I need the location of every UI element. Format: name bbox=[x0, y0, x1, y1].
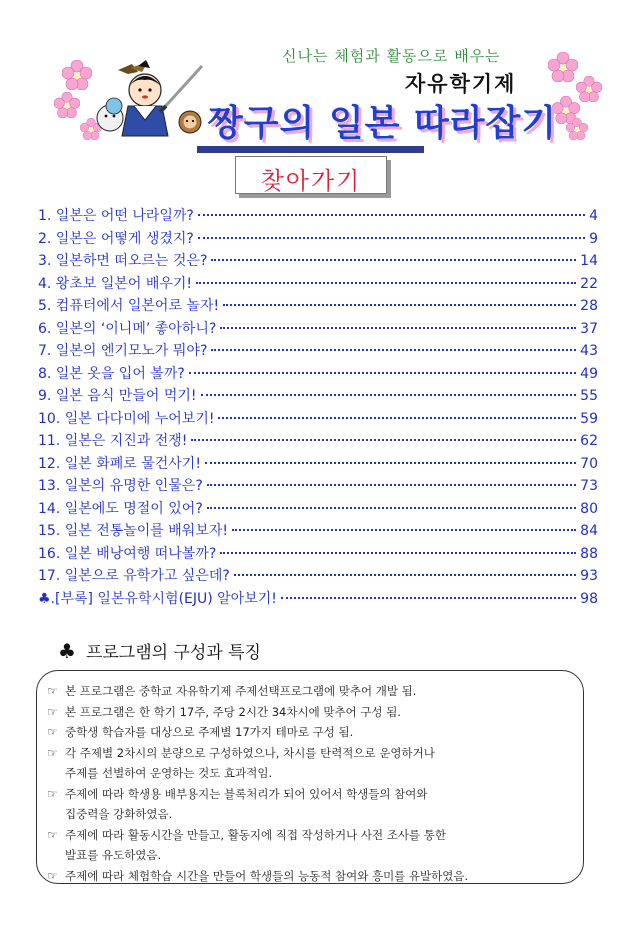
feature-text-continued: 집중력을 강화하였음. bbox=[65, 807, 173, 821]
feature-item bbox=[47, 681, 573, 702]
feature-text: 주제에 따라 학생용 배부용지는 블록처리가 되어 있어서 학생들의 참여와 bbox=[65, 786, 428, 801]
toc-entry-label: 12. 일본 화폐로 물건사기! bbox=[38, 455, 201, 472]
toc-entry[interactable] bbox=[38, 385, 598, 408]
toc-title: 찾아가기 bbox=[260, 167, 362, 195]
toc-entry-label: 9. 일본 음식 만들어 먹기! bbox=[38, 388, 197, 404]
feature-text-continued: 발표를 유도하였음. bbox=[65, 848, 162, 862]
toc-entry-page: 43 bbox=[580, 343, 598, 359]
dot-leader bbox=[234, 574, 576, 576]
toc-entry-label: 1. 일본은 어떤 나라일까? bbox=[38, 208, 194, 224]
feature-text: 각 주제별 2차시의 분량으로 구성하였으나, 차시를 탄력적으로 운영하거나 bbox=[65, 745, 435, 760]
pointing-hand-icon: ☞ bbox=[47, 868, 58, 883]
toc-entry-label: 10. 일본 다다미에 누어보기! bbox=[38, 410, 215, 427]
toc-entry-label: 13. 일본의 유명한 인물은? bbox=[38, 478, 203, 494]
dot-leader bbox=[189, 372, 576, 374]
toc-entry-label: 3. 일본하면 떠오르는 것은? bbox=[38, 253, 208, 269]
cherry-blossom-icon bbox=[54, 92, 80, 118]
cherry-blossom-icon bbox=[566, 118, 588, 140]
table-of-contents bbox=[38, 205, 598, 610]
toc-title-box bbox=[235, 156, 387, 194]
feature-text: 본 프로그램은 중학교 자유학기제 주제선택프로그램에 맞추어 개발 됨. bbox=[65, 684, 417, 698]
toc-entry-label: 11. 일본은 지진과 전쟁! bbox=[38, 433, 188, 449]
toc-entry-page: 22 bbox=[580, 275, 598, 292]
dot-leader bbox=[281, 597, 576, 599]
toc-entry[interactable] bbox=[38, 498, 598, 521]
toc-entry-page: 80 bbox=[580, 500, 598, 517]
toc-entry-label: 17. 일본으로 유학가고 싶은데? bbox=[38, 568, 230, 584]
toc-entry-page: 37 bbox=[580, 320, 598, 337]
toc-entry-page: 70 bbox=[580, 455, 598, 472]
toc-entry[interactable] bbox=[38, 228, 598, 251]
toc-entry-page: 49 bbox=[580, 365, 598, 382]
toc-entry[interactable] bbox=[38, 205, 598, 228]
toc-entry[interactable] bbox=[38, 363, 598, 386]
dot-leader bbox=[218, 417, 576, 419]
toc-entry-label: 8. 일본 옷을 입어 볼까? bbox=[38, 365, 185, 382]
dot-leader bbox=[220, 552, 576, 554]
dot-leader bbox=[223, 304, 576, 306]
features-box bbox=[36, 670, 584, 884]
toc-entry[interactable] bbox=[38, 430, 598, 453]
dot-leader bbox=[232, 529, 576, 531]
dot-leader bbox=[198, 214, 585, 216]
toc-entry[interactable] bbox=[38, 340, 598, 363]
feature-item bbox=[47, 743, 573, 764]
subtitle: 신나는 체험과 활동으로 배우는 bbox=[282, 47, 501, 65]
feature-item bbox=[47, 825, 573, 846]
dot-leader bbox=[198, 237, 585, 239]
feature-item bbox=[47, 784, 573, 805]
toc-entry-page: 9 bbox=[589, 230, 598, 247]
toc-entry[interactable] bbox=[38, 318, 598, 341]
toc-entry[interactable] bbox=[38, 273, 598, 296]
club-icon: ♣ bbox=[58, 638, 76, 663]
pointing-hand-icon: ☞ bbox=[47, 786, 58, 801]
toc-entry-page: 4 bbox=[589, 208, 598, 224]
toc-entry[interactable] bbox=[38, 520, 598, 543]
toc-entry-label: 7. 일본의 엔기모노가 뭐야? bbox=[38, 343, 208, 359]
feature-text: 본 프로그램은 한 학기 17주, 주당 2시간 34차시에 맞추어 구성 됨. bbox=[65, 704, 401, 719]
series-label: 자유학기제 bbox=[405, 72, 517, 96]
toc-entry-label: 14. 일본에도 명절이 있어? bbox=[38, 500, 203, 517]
pointing-hand-icon: ☞ bbox=[47, 745, 58, 760]
dot-leader bbox=[211, 259, 576, 261]
toc-entry-label: 2. 일본은 어떻게 생겼지? bbox=[38, 230, 194, 247]
toc-entry[interactable] bbox=[38, 295, 598, 318]
feature-text: 중학생 학습자를 대상으로 주제별 17가지 테마로 구성 됨. bbox=[65, 725, 354, 739]
toc-entry[interactable] bbox=[38, 543, 598, 566]
feature-item bbox=[47, 722, 573, 743]
toc-entry-label: 16. 일본 배낭여행 떠나볼까? bbox=[38, 545, 217, 562]
title-underline bbox=[197, 146, 424, 153]
dot-leader bbox=[207, 484, 576, 486]
cherry-blossom-icon bbox=[548, 52, 578, 82]
toc-entry-label: 6. 일본의 ‘이니메’ 좋아하니? bbox=[38, 320, 217, 337]
dot-leader bbox=[196, 282, 576, 284]
dot-leader bbox=[211, 349, 576, 351]
dot-leader bbox=[205, 462, 576, 464]
toc-entry-page: 28 bbox=[580, 298, 598, 314]
feature-text: 주제에 따라 체험학습 시간을 만들어 학생들의 능동적 참여와 흥미를 유발하였음. bbox=[65, 868, 469, 883]
pointing-hand-icon: ☞ bbox=[47, 725, 58, 739]
toc-entry-label: 4. 왕초보 일본어 배우기! bbox=[38, 275, 193, 292]
pointing-hand-icon: ☞ bbox=[47, 704, 58, 719]
features-heading-text: 프로그램의 구성과 특징 bbox=[85, 643, 261, 663]
toc-entry-page: 93 bbox=[580, 568, 598, 584]
main-title: 짱구의 일본 따라잡기 bbox=[208, 103, 558, 144]
header bbox=[0, 0, 640, 200]
toc-entry[interactable] bbox=[38, 475, 598, 498]
feature-item bbox=[47, 702, 573, 723]
toc-entry[interactable] bbox=[38, 250, 598, 273]
toc-entry-page: 55 bbox=[580, 388, 598, 404]
feature-text-continued: 주제를 선별하여 운영하는 것도 효과적임. bbox=[65, 766, 273, 780]
feature-item bbox=[47, 866, 573, 887]
toc-entry[interactable] bbox=[38, 408, 598, 431]
toc-entry-page: 14 bbox=[580, 253, 598, 269]
toc-entry-page: 84 bbox=[580, 523, 598, 539]
toc-entry[interactable] bbox=[38, 565, 598, 588]
feature-text: 주제에 따라 활동시간을 만들고, 활동지에 직접 작성하거나 사전 조사를 통한 bbox=[65, 827, 446, 842]
toc-entry-page: 59 bbox=[580, 410, 598, 427]
pointing-hand-icon: ☞ bbox=[47, 684, 58, 698]
toc-entry-label: ♣.[부록] 일본유학시험(EJU) 알아보기! bbox=[38, 590, 277, 607]
toc-entry-page: 98 bbox=[580, 590, 598, 607]
dot-leader bbox=[201, 394, 577, 396]
mascot-illustration bbox=[90, 60, 215, 140]
features-heading bbox=[58, 638, 261, 663]
dot-leader bbox=[220, 327, 576, 329]
toc-entry-page: 88 bbox=[580, 545, 598, 562]
dot-leader bbox=[207, 507, 576, 509]
dot-leader bbox=[191, 439, 576, 441]
toc-entry-page: 73 bbox=[580, 478, 598, 494]
toc-entry-label: 5. 컴퓨터에서 일본어로 놀자! bbox=[38, 298, 220, 314]
toc-entry[interactable] bbox=[38, 588, 598, 611]
pointing-hand-icon: ☞ bbox=[47, 827, 58, 842]
toc-entry-page: 62 bbox=[580, 433, 598, 449]
cherry-blossom-icon bbox=[62, 60, 92, 90]
toc-entry[interactable] bbox=[38, 453, 598, 476]
toc-entry-label: 15. 일본 전통놀이를 배워보자! bbox=[38, 523, 228, 539]
